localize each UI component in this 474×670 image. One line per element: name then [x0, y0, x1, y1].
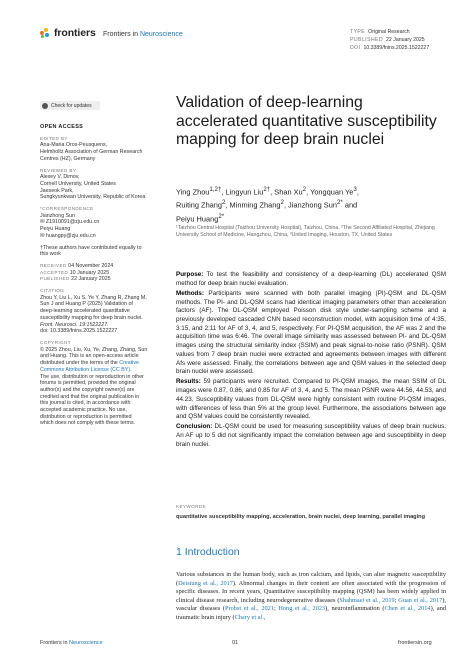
logo-text: frontiers [54, 27, 96, 39]
abstract-results: Results: 59 participants were recruited. Compared to PI-QSM images, the mean SSIM of DL images were 0.87, 0.86, and 0.85 for AF of 3, 4, and 5. The mean PSNR were 44.56, 44.53, and 44.23. Susceptibility values from DL-QSM were highly consistent with routine PI-QSM images, with differences of less than 5% at the group level. Furthermore, the associations between age and QSM values could be consistently revealed. [176, 378, 446, 421]
frontiers-dots-icon [40, 28, 50, 38]
license-link[interactable]: Commons Attribution License (CC BY). [40, 366, 132, 373]
section-title: 1 Introduction [176, 546, 240, 558]
open-access-label: OPEN ACCESS [40, 124, 84, 130]
email-link[interactable]: ✉ huangpy@zju.edu.cn [40, 232, 96, 239]
citation-link[interactable]: Hong et al., 2023 [278, 605, 326, 613]
check-for-updates-button[interactable]: Check for updates [40, 101, 100, 110]
journal-name[interactable]: Frontiers in Neuroscience [103, 31, 183, 38]
affiliations: ¹Taizhou Central Hospital (Taizhou University Hospital), Taizhou, China, ²The Second Affiliated Hospital, Zhejiang University School of Medicine, Hangzhou, China, ³United Imaging, Houston, TX, United States [176, 225, 435, 238]
citation-link[interactable]: Deistung et al., 2017 [178, 579, 233, 587]
page-number: 01 [232, 640, 239, 646]
citation-link[interactable]: Chen et al., 2014 [384, 605, 431, 613]
abstract-methods: Methods: Participants were scanned with both parallel imaging (PI)-QSM and DL-QSM methods. The PI- and DL-QSM scans had identical imaging parameters other than acceleration factors (AF). The DL-QSM employed Poisson disk style under-sampling scheme and a previously developed cascaded CNN based reconstruction model, with acquisition time of 4:35, 3:15, and 2:11 for AF of 3, 4, and 5, respectively. For PI-QSM acquisition, the AF was 2 and the acquisition time was 6:46. The overall image similarity was assessed between PI- and DL-QSM images using the structural similarity index (SSIM) and peak signal-to-noise ratio (PSNR). QSM values from 7 deep brain nuclei were extracted and agreements between images with different Afs were assessed. Finally, the correlations between age and QSM values in the selected deep brain nuclei were assessed. [176, 289, 446, 376]
footer-site-link[interactable]: frontiersin.org [398, 640, 432, 646]
citation-link[interactable]: Probst et al., 2021 [225, 605, 274, 613]
author-list: Ying Zhou$^{1,2\dagger}$, Lingyun Liu$^{2\dagger}$, Shan Xu$^2$, Yongquan Ye$^3$, Ruiting Zhang$^2$, Minming Zhang$^2$, Jianzhong Sun$^{2*}$ and Peiyu Huang$^{2*}$ [176, 186, 359, 224]
keywords-label: KEYWORDS [176, 504, 206, 509]
doi-link[interactable]: 10.3389/fnins.2025.1522227 [363, 45, 430, 51]
update-icon [42, 103, 48, 109]
article-title: Validation of deep-learning accelerated quantitative susceptibility mapping for deep brain nuclei [176, 94, 437, 148]
abstract-conclusion: Conclusion: DL-QSM could be used for measuring susceptibility values of deep brain nucleus. An AF up to 5 did not significantly impact the correlation between age and susceptibility in deep brain nuclei. [176, 423, 446, 448]
keywords: quantitative susceptibility mapping, acceleration, brain nuclei, deep learning, parallel imaging [176, 514, 425, 520]
citation-link[interactable]: Chary et al., [234, 613, 266, 621]
footer-journal[interactable]: Frontiers in Neuroscience [40, 640, 103, 646]
license-link[interactable]: Creative [119, 360, 139, 367]
abstract-purpose: Purpose: To test the feasibility and consistency of a deep-learning (DL) accelerated QSM method for deep brain nuclei evaluation. [176, 271, 446, 287]
frontiers-logo[interactable] [40, 27, 96, 39]
citation-link[interactable]: Shahmaei et al., 2019 [339, 596, 395, 604]
citation-link[interactable]: Guan et al., 2017 [398, 596, 443, 604]
abstract [176, 271, 446, 451]
introduction-paragraph: Various substances in the human body, such as iron calcium, and lipids, can alter magnetic susceptibility (Deistung et al., 2017). Abnormal changes in their content are often associated with the progression of specific diseases. In recent years, Quantitative susceptibility mapping (QSM) has been widely applied in clinical disease research, including neurodegenerative diseases (Shahmaei et al., 2019; Guan et al., 2017), vascular diseases (Probst et al., 2021; Hong et al., 2023), neuroinflammation (Chen et al., 2014), and traumatic brain injury (Chary et al., [176, 571, 446, 621]
email-link[interactable]: ✉ Z1910091@zju.edu.cn [40, 219, 100, 226]
article-meta: TYPE Original Research PUBLISHED 22 January 2025 DOI 10.3389/fnins.2025.1522227 [350, 29, 430, 51]
sidebar: OPEN ACCESS EDITED BY Ana-Maria Oros-Peusquens, Helmholtz Association of German Research Centres (HZ), Germany REVIEWED BY Alexey V. Dimov, Cornell University, United States Jaeseok Park, Sungkyunkwan University, Republic of Korea *CORRESPONDENCE Jianzhong Sun ✉ Z1910091@zju.edu.cn Peiyu Huang ✉ huangpy@zju.edu.cn †These authors have contributed equally to this work RECEIVED 04 November 2024 ACCEPTED 10 January 2025 PUBLISHED 22 January 2025 CITATION Zhou Y, Liu L, Xu S, Ye Y, Zhang R, Zhang M, Sun J and Huang P (2025) Validation of deep-learning accelerated quantitative susceptibility mapping for deep brain nuclei. Front. Neurosci. 19:1522227. doi: 10.3389/fnins.2025.1522227 COPYRIGHT © 2025 Zhou, Liu, Xu, Ye, Zhang, Zhang, Sun and Huang. This is an open-access article distributed under the terms of the Creative Commons Attribution License (CC BY). The use, distribution or reproduction in other forums is permitted, provided the original author(s) and the copyright owner(s) are credited and that the original publication in this journal is cited, in accordance with accepted academic practice. No use, distribution or reproduction is permitted which does not comply with these terms. [40, 124, 162, 427]
